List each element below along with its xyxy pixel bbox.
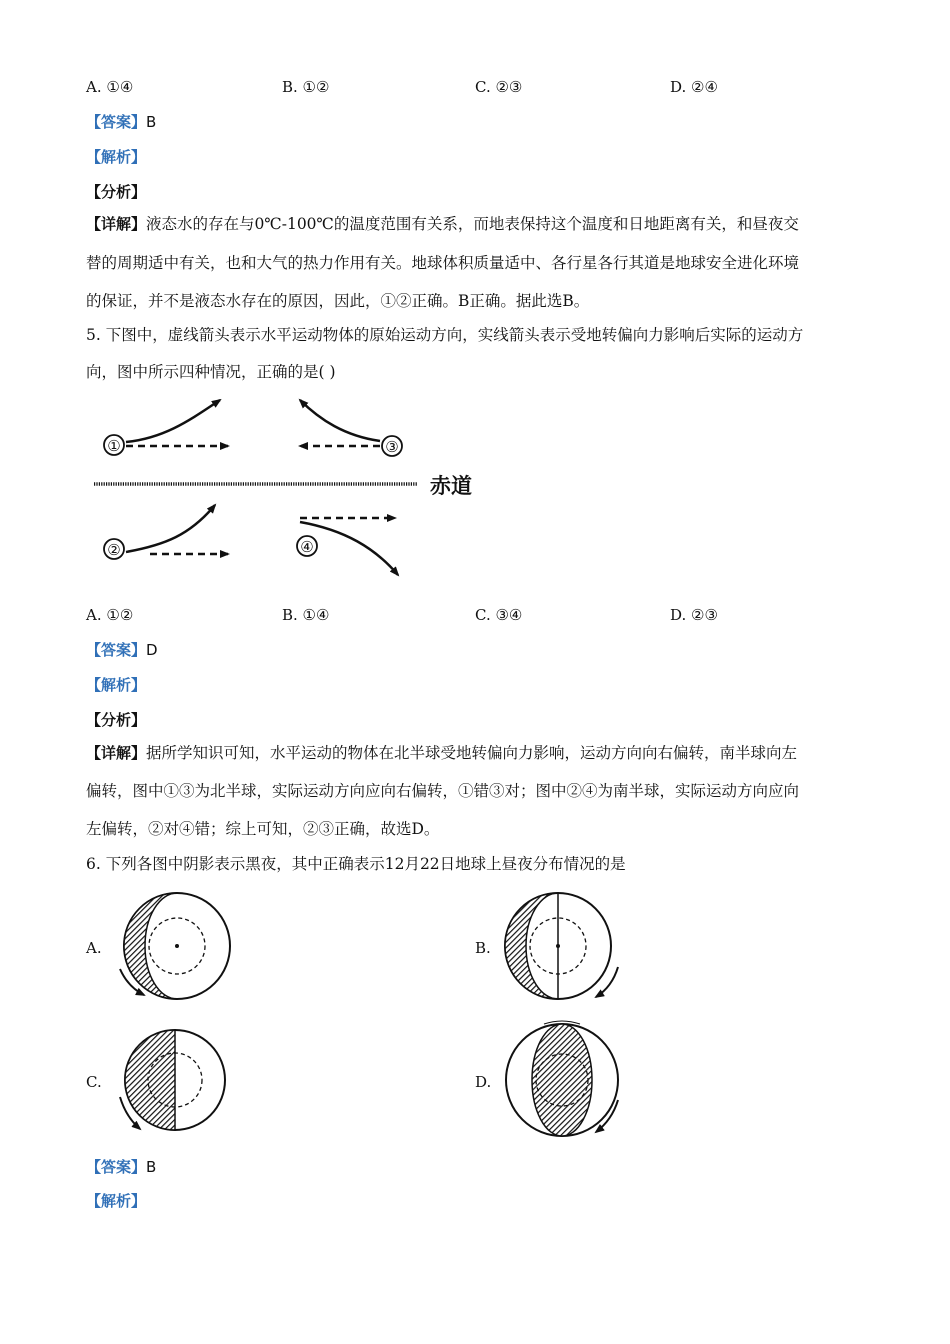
arrow-4-solid — [300, 522, 398, 575]
arrow-2-solid — [126, 505, 215, 552]
q5-jiexi: 【解析】 — [86, 676, 147, 694]
q6-answer-value: B — [146, 1158, 157, 1176]
q6-answer-label: 【答案】 — [86, 1158, 147, 1176]
q5-option-b: B. ①④ — [282, 606, 330, 624]
q5-option-a: A. ①② — [86, 606, 134, 624]
coriolis-figure — [0, 0, 950, 600]
q5-answer-value: D — [146, 641, 158, 659]
q4-jiexi: 【解析】 — [86, 148, 147, 166]
q5-xiangjie-line-2: 偏转，图中①③为北半球，实际运动方向应向右偏转，①错③对；图中②④为南半球，实际运动方向应向 — [86, 782, 800, 800]
q5-option-c: C. ③④ — [475, 606, 523, 624]
q4-xiangjie-line-1: 【详解】液态水的存在与0℃-100℃的温度范围有关系，而地表保持这个温度和日地距离有关，和昼夜交 — [86, 215, 799, 233]
q5-option-d: D. ②③ — [670, 606, 718, 624]
q5-stem-line-1: 5. 下图中，虚线箭头表示水平运动物体的原始运动方向，实线箭头表示受地转偏向力影响后实际的运动方 — [86, 326, 804, 344]
q5-xiangjie-label: 【详解】 — [86, 744, 147, 762]
q5-answer — [86, 639, 158, 660]
q6-label-b: B. — [475, 939, 491, 957]
diagram-c — [110, 1025, 240, 1150]
q6-label-d: D. — [475, 1073, 492, 1091]
q6-answer — [86, 1156, 156, 1177]
q4-answer-value: B — [146, 113, 157, 131]
q4-option-b: B. ①② — [282, 78, 330, 96]
q4-xiangjie-line-3: 的保证，并不是液态水存在的原因，因此，①②正确。B正确。据此选B。 — [86, 292, 590, 310]
arrow-3-solid — [300, 400, 380, 441]
q6-stem: 6. 下列各图中阴影表示黑夜，其中正确表示12月22日地球上昼夜分布情况的是 — [86, 855, 626, 873]
q5-answer-label: 【答案】 — [86, 641, 147, 659]
q6-label-a: A. — [86, 939, 102, 957]
equator-label: 赤道 — [430, 474, 472, 498]
q4-option-a: A. ①④ — [86, 78, 134, 96]
marker-4-label: ④ — [300, 538, 314, 556]
arrow-1-solid — [126, 400, 220, 442]
q4-answer-label: 【答案】 — [86, 113, 147, 131]
q6-jiexi: 【解析】 — [86, 1192, 147, 1210]
q4-xiangjie-label: 【详解】 — [86, 215, 147, 233]
q4-option-d: D. ②④ — [670, 78, 718, 96]
q4-xiangjie-line-2: 替的周期适中有关，也和大气的热力作用有关。地球体积质量适中、各行星各行其道是地球安全进化环境 — [86, 254, 800, 272]
q4-fenxi: 【分析】 — [86, 183, 147, 201]
q6-label-c: C. — [86, 1073, 102, 1091]
marker-2-label: ② — [107, 541, 121, 559]
q5-fenxi: 【分析】 — [86, 711, 147, 729]
diagram-a — [110, 885, 240, 1010]
q4-option-c: C. ②③ — [475, 78, 523, 96]
marker-1-label: ① — [107, 437, 121, 455]
diagram-b — [500, 885, 630, 1010]
diagram-d — [500, 1020, 630, 1145]
q5-xiangjie-line-1: 【详解】据所学知识可知，水平运动的物体在北半球受地转偏向力影响，运动方向向右偏转，南半球向左 — [86, 744, 798, 762]
q5-xiangjie-line-3: 左偏转，②对④错；综上可知，②③正确，故选D。 — [86, 820, 440, 838]
q5-stem-line-2: 向，图中所示四种情况，正确的是( ) — [86, 363, 336, 381]
marker-3-label: ③ — [385, 438, 399, 456]
